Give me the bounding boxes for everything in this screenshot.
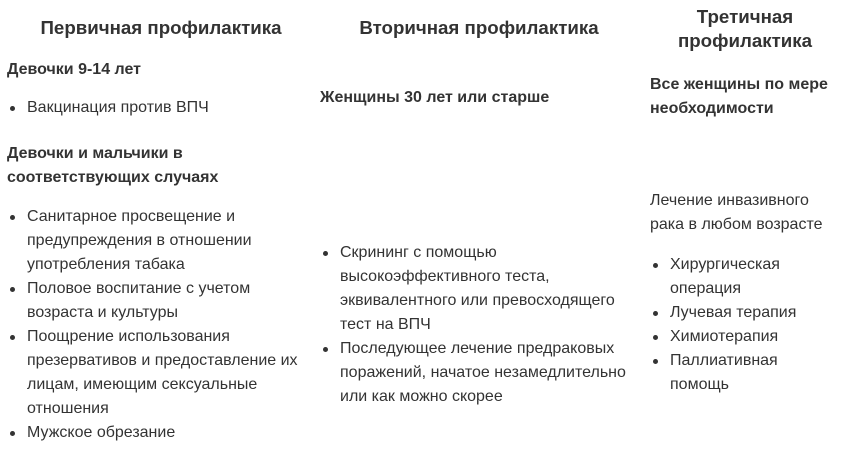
secondary-prevention-heading: Вторичная профилактика — [359, 17, 599, 38]
list-item: Поощрение использования презервативов и предоставление их лицам, имеющим сексуальные отношения — [7, 325, 307, 421]
list-item: Вакцинация против ВПЧ — [7, 96, 307, 120]
list-item: Паллиативная помощь — [650, 349, 825, 397]
primary-group-girls-boys-list — [7, 205, 307, 445]
secondary-group-list — [320, 241, 638, 409]
list-item: Санитарное просвещение и предупреждения в отношении употребления табака — [7, 205, 307, 277]
secondary-group-title: Женщины 30 лет или старше — [320, 89, 550, 106]
primary-group-girls-boys-title: Девочки и мальчики в соответствующих случаях — [7, 145, 219, 186]
tertiary-prevention-heading: Третичная профилактика — [677, 6, 813, 51]
list-item: Половое воспитание с учетом возраста и культуры — [7, 277, 307, 325]
list-item: Последующее лечение предраковых поражений, начатое незамедлительно или как можно скорее — [320, 337, 638, 409]
list-item: Химиотерапия — [650, 325, 825, 349]
list-item: Скрининг с помощью высокоэффективного теста, эквивалентного или превосходящего тест на ВПЧ — [320, 241, 638, 337]
primary-prevention-heading: Первичная профилактика — [40, 17, 282, 38]
primary-group-girls-list — [7, 96, 307, 120]
list-item: Хирургическая операция — [650, 253, 825, 301]
list-item: Лучевая терапия — [650, 301, 825, 325]
primary-group-girls-title: Девочки 9-14 лет — [7, 61, 142, 78]
tertiary-group-list — [650, 253, 825, 397]
list-item: Мужское обрезание — [7, 421, 307, 445]
tertiary-intro-text: Лечение инвазивного рака в любом возрасте — [650, 192, 823, 233]
tertiary-group-title: Все женщины по мере необходимости — [650, 76, 828, 117]
